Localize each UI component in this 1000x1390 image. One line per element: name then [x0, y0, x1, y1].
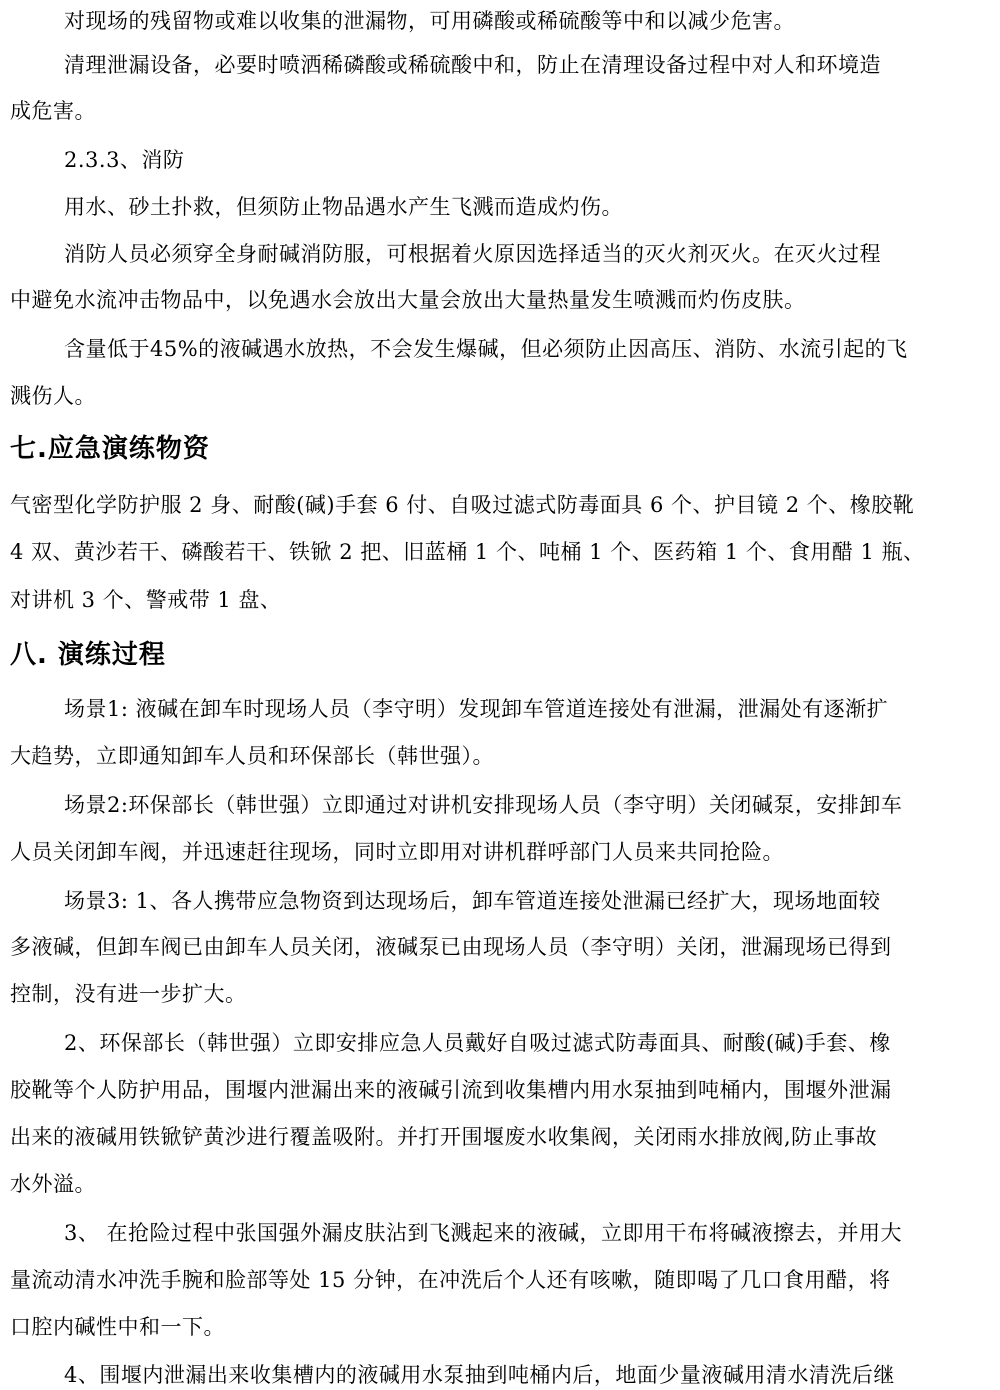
paragraph-line: 出来的液碱用铁锨铲黄沙进行覆盖吸附。并打开围堰废水收集阀，关闭雨水排放阀,防止事故	[10, 1125, 878, 1149]
paragraph-line: 含量低于45%的液碱遇水放热，不会发生爆碱，但必须防止因高压、消防、水流引起的飞	[64, 337, 908, 361]
paragraph-line: 对现场的残留物或难以收集的泄漏物，可用磷酸或稀硫酸等中和以减少危害。	[64, 9, 795, 33]
paragraph-line: 场景2:环保部长（韩世强）立即通过对讲机安排现场人员（李守明）关闭碱泵，安排卸车	[64, 793, 903, 817]
paragraph-line: 对讲机 3 个、警戒带 1 盘、	[10, 588, 282, 612]
paragraph-line: 溅伤人。	[10, 384, 96, 408]
section-heading-materials: 七.应急演练物资	[10, 434, 210, 464]
paragraph-line: 用水、砂土扑救，但须防止物品遇水产生飞溅而造成灼伤。	[64, 195, 623, 219]
paragraph-line: 量流动清水冲洗手腕和脸部等处 15 分钟，在冲洗后个人还有咳嗽，随即喝了几口食用醋，将	[10, 1268, 891, 1292]
paragraph-line: 3、 在抢险过程中张国强外漏皮肤沾到飞溅起来的液碱，立即用干布将碱液擦去，并用大	[64, 1221, 903, 1245]
paragraph-line: 清理泄漏设备，必要时喷洒稀磷酸或稀硫酸中和，防止在清理设备过程中对人和环境造	[64, 53, 881, 77]
paragraph-line: 4、围堰内泄漏出来收集槽内的液碱用水泵抽到吨桶内后，地面少量液碱用清水清洗后继	[64, 1363, 895, 1387]
section-subheading: 2.3.3、消防	[64, 148, 185, 172]
paragraph-line: 场景1: 液碱在卸车时现场人员（李守明）发现卸车管道连接处有泄漏，泄漏处有逐渐扩	[64, 697, 889, 721]
paragraph-line: 中避免水流冲击物品中，以免遇水会放出大量会放出大量热量发生喷溅而灼伤皮肤。	[10, 288, 806, 312]
paragraph-line: 消防人员必须穿全身耐碱消防服，可根据着火原因选择适当的灭火剂灭火。在灭火过程	[64, 242, 881, 266]
paragraph-line: 人员关闭卸车阀，并迅速赶往现场，同时立即用对讲机群呼部门人员来共同抢险。	[10, 840, 784, 864]
paragraph-line: 气密型化学防护服 2 身、耐酸(碱)手套 6 付、自吸过滤式防毒面具 6 个、护目镜 2 个、橡胶靴	[10, 493, 915, 517]
paragraph-line: 胶靴等个人防护用品，围堰内泄漏出来的液碱引流到收集槽内用水泵抽到吨桶内，围堰外泄漏	[10, 1078, 892, 1102]
paragraph-line: 大趋势，立即通知卸车人员和环保部长（韩世强）。	[10, 744, 494, 768]
paragraph-line: 口腔内碱性中和一下。	[10, 1315, 225, 1339]
paragraph-line: 控制，没有进一步扩大。	[10, 982, 247, 1006]
paragraph-line: 多液碱，但卸车阀已由卸车人员关闭，液碱泵已由现场人员（李守明）关闭，泄漏现场已得到	[10, 935, 892, 959]
paragraph-line: 成危害。	[10, 99, 96, 123]
section-heading-process: 八. 演练过程	[10, 640, 166, 670]
paragraph-line: 2、环保部长（韩世强）立即安排应急人员戴好自吸过滤式防毒面具、耐酸(碱)手套、橡	[64, 1031, 891, 1055]
paragraph-line: 场景3: 1、各人携带应急物资到达现场后，卸车管道连接处泄漏已经扩大，现场地面较	[64, 889, 881, 913]
paragraph-line: 水外溢。	[10, 1172, 96, 1196]
paragraph-line: 4 双、黄沙若干、磷酸若干、铁锨 2 把、旧蓝桶 1 个、吨桶 1 个、医药箱 1 个、食用醋 1 瓶、	[10, 540, 925, 564]
